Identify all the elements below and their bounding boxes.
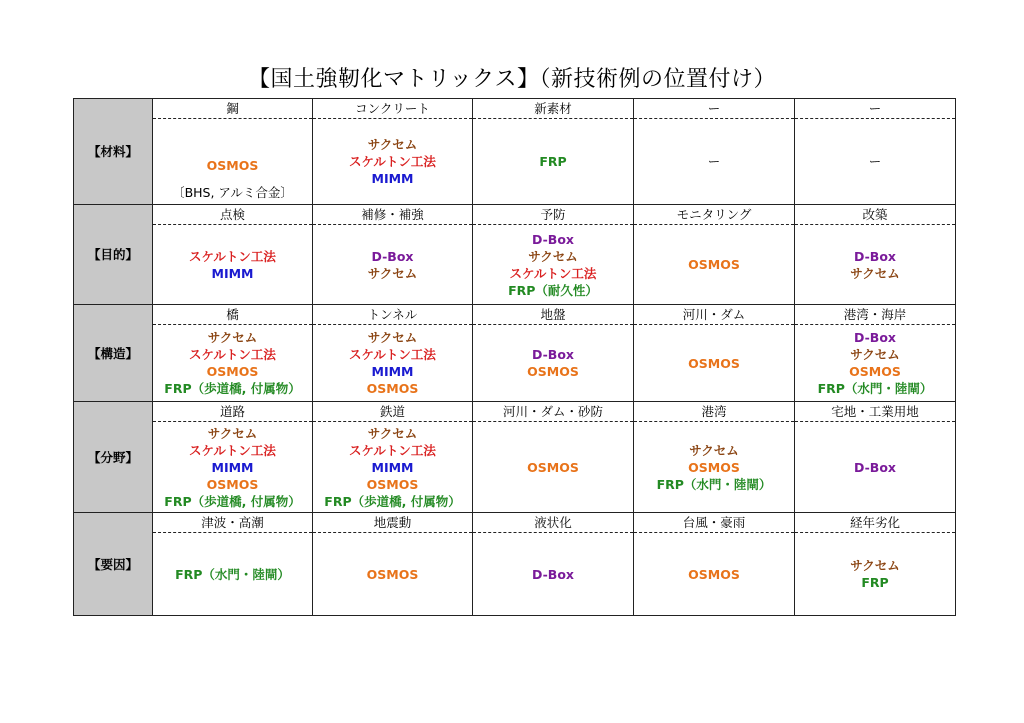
- tech-item-osmos: OSMOS: [366, 381, 419, 396]
- matrix-cell: [153, 422, 313, 513]
- tech-item-mimm: MIMM: [371, 459, 414, 475]
- matrix-cell: [795, 422, 956, 513]
- tech-item-osmos: OSMOS: [688, 566, 740, 582]
- row-label: 【材料】: [74, 99, 153, 205]
- column-header: 予防: [473, 205, 634, 225]
- tech-item-sacsem: サクセム: [850, 347, 900, 362]
- tech-item-osmos: OSMOS: [849, 364, 901, 379]
- matrix-cell: [153, 225, 313, 305]
- column-header: 鉄道: [313, 402, 473, 422]
- tech-item-sacsem: サクセム: [528, 248, 578, 264]
- matrix-cell: [313, 533, 473, 616]
- column-header: 道路: [153, 402, 313, 422]
- tech-item-dbox: D-Box: [532, 566, 574, 582]
- tech-item-skeleton: スケルトン工法: [189, 248, 276, 264]
- column-header: トンネル: [313, 305, 473, 325]
- tech-item-none: ー: [707, 154, 721, 169]
- matrix-cell: [795, 325, 956, 402]
- row-label: 【分野】: [74, 402, 153, 513]
- tech-item-frp: FRP（耐久性）: [508, 282, 598, 298]
- tech-item-frp: FRP（歩道橋, 付属物）: [324, 493, 461, 509]
- tech-item-dbox: D-Box: [371, 248, 414, 264]
- row-label: 【要因】: [74, 513, 153, 616]
- tech-item-osmos: OSMOS: [366, 566, 419, 582]
- tech-item-osmos: OSMOS: [366, 476, 419, 492]
- matrix-cell: [473, 533, 634, 616]
- column-header: 地盤: [473, 305, 634, 325]
- matrix-cell: [153, 533, 313, 616]
- tech-item-dbox: D-Box: [854, 330, 896, 345]
- row-label: 【目的】: [74, 205, 153, 305]
- tech-item-frp: FRP（歩道橋, 付属物）: [164, 381, 301, 396]
- column-header: 鋼: [153, 99, 313, 119]
- matrix-cell: [153, 119, 313, 205]
- matrix-cell: [313, 325, 473, 402]
- tech-item-osmos: OSMOS: [688, 257, 740, 272]
- tech-item-skeleton: スケルトン工法: [349, 442, 436, 458]
- tech-item-dbox: D-Box: [532, 231, 574, 247]
- matrix-cell: [313, 119, 473, 205]
- column-header: 港湾・海岸: [795, 305, 956, 325]
- tech-item-osmos: OSMOS: [206, 158, 259, 173]
- row-label: 【構造】: [74, 305, 153, 402]
- matrix-cell: [473, 422, 634, 513]
- tech-item-mimm: MIMM: [211, 459, 254, 475]
- tech-item-osmos: OSMOS: [206, 476, 259, 492]
- column-header: 経年劣化: [795, 513, 956, 533]
- tech-item-sacsem: サクセム: [850, 265, 900, 281]
- matrix-cell: [634, 225, 795, 305]
- tech-item-mimm: MIMM: [371, 171, 414, 186]
- tech-item-sacsem: サクセム: [367, 425, 418, 441]
- tech-item-osmos: OSMOS: [688, 459, 740, 475]
- tech-item-dbox: D-Box: [854, 248, 896, 264]
- matrix-cell: [153, 325, 313, 402]
- matrix-cell: [634, 422, 795, 513]
- column-header: ー: [795, 99, 956, 119]
- tech-item-sacsem: サクセム: [207, 425, 258, 441]
- matrix-cell: [795, 533, 956, 616]
- tech-item-dbox: D-Box: [854, 459, 896, 475]
- column-header: 台風・豪雨: [634, 513, 795, 533]
- matrix-cell: [473, 225, 634, 305]
- matrix-cell: [634, 325, 795, 402]
- matrix-cell: [634, 533, 795, 616]
- tech-item-skeleton: スケルトン工法: [509, 265, 597, 281]
- tech-item-skeleton: スケルトン工法: [349, 347, 436, 362]
- column-header: 点検: [153, 205, 313, 225]
- tech-item-sacsem: サクセム: [367, 137, 418, 152]
- matrix-cell: [313, 422, 473, 513]
- matrix-cell: [795, 225, 956, 305]
- tech-item-sacsem: サクセム: [689, 442, 739, 458]
- column-header: コンクリート: [313, 99, 473, 119]
- tech-item-osmos: OSMOS: [527, 364, 579, 379]
- tech-item-sacsem: サクセム: [367, 265, 418, 281]
- matrix-cell: [473, 325, 634, 402]
- tech-item-frp: FRP: [861, 575, 889, 590]
- material-note: 〔BHS, アルミ合金〕: [172, 185, 293, 200]
- tech-item-dbox: D-Box: [532, 347, 574, 362]
- matrix-cell: [795, 119, 956, 205]
- column-header: 宅地・工業用地: [795, 402, 956, 422]
- tech-item-sacsem: サクセム: [207, 330, 258, 345]
- tech-item-frp: FRP（歩道橋, 付属物）: [164, 493, 301, 509]
- matrix-cell: [634, 119, 795, 205]
- tech-item-skeleton: スケルトン工法: [189, 347, 276, 362]
- column-header: 港湾: [634, 402, 795, 422]
- column-header: モニタリング: [634, 205, 795, 225]
- column-header: 河川・ダム: [634, 305, 795, 325]
- tech-item-osmos: OSMOS: [206, 364, 259, 379]
- tech-item-none: ー: [868, 154, 882, 169]
- page-title: 【国土強靭化マトリックス】（新技術例の位置付け）: [248, 67, 776, 92]
- tech-item-sacsem: サクセム: [367, 330, 418, 345]
- tech-item-osmos: OSMOS: [688, 355, 740, 371]
- column-header: 液状化: [473, 513, 634, 533]
- matrix-cell: [313, 225, 473, 305]
- tech-item-mimm: MIMM: [211, 265, 254, 281]
- tech-item-frp: FRP: [539, 154, 567, 169]
- tech-item-skeleton: スケルトン工法: [349, 154, 436, 169]
- column-header: 河川・ダム・砂防: [473, 402, 634, 422]
- matrix-table: [73, 98, 956, 616]
- column-header: ー: [634, 99, 795, 119]
- column-header: 新素材: [473, 99, 634, 119]
- tech-item-frp: FRP（水門・陸閘）: [817, 381, 933, 396]
- column-header: 津波・高潮: [153, 513, 313, 533]
- tech-item-osmos: OSMOS: [527, 459, 579, 475]
- tech-item-skeleton: スケルトン工法: [189, 442, 276, 458]
- tech-item-frp: FRP（水門・陸閘）: [656, 476, 772, 492]
- column-header: 地震動: [313, 513, 473, 533]
- tech-item-sacsem: サクセム: [850, 558, 900, 573]
- tech-item-frp: FRP（水門・陸閘）: [175, 566, 290, 582]
- tech-item-mimm: MIMM: [371, 364, 414, 379]
- column-header: 補修・補強: [313, 205, 473, 225]
- column-header: 橋: [153, 305, 313, 325]
- matrix-cell: [473, 119, 634, 205]
- column-header: 改築: [795, 205, 956, 225]
